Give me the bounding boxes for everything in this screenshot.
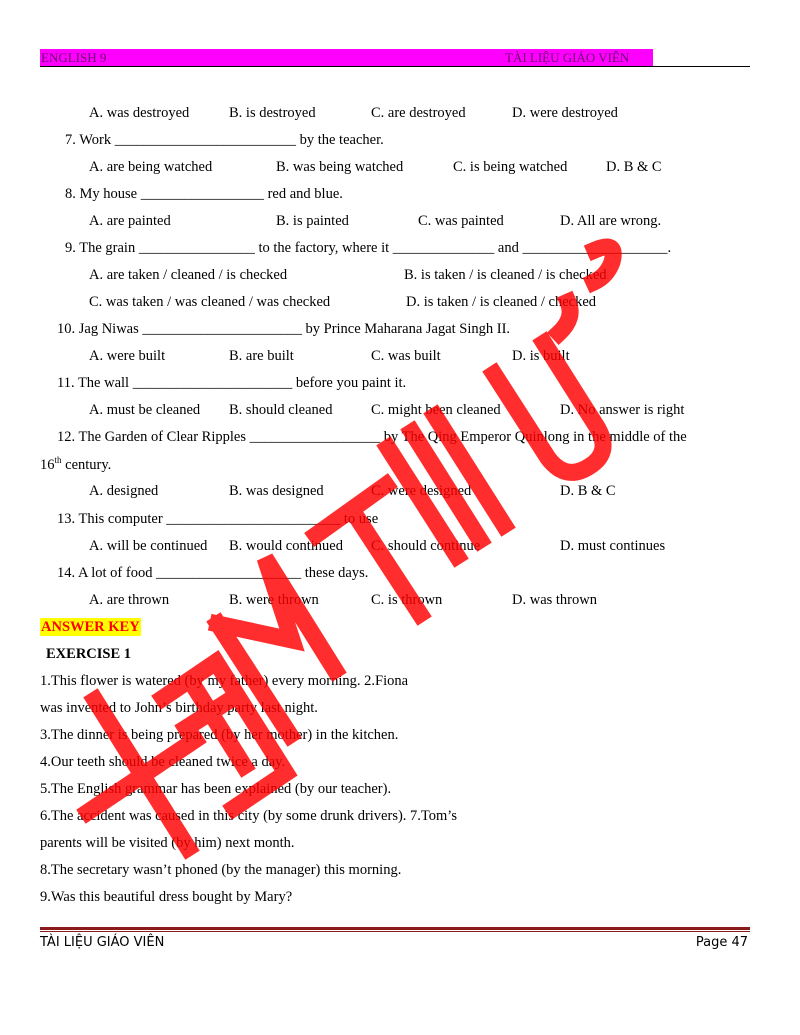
q13-option-a: A. will be continued bbox=[89, 538, 208, 554]
q11-option-d: D. No answer is right bbox=[560, 402, 685, 418]
q6-option-a: A. was destroyed bbox=[89, 105, 190, 121]
q11-option-b: B. should cleaned bbox=[229, 402, 333, 418]
q6-option-b: B. is destroyed bbox=[229, 105, 316, 121]
q12-option-a: A. designed bbox=[89, 483, 159, 499]
answer-line: 9.Was this beautiful dress bought by Mary? bbox=[40, 889, 293, 905]
q7-option-c: C. is being watched bbox=[453, 159, 568, 175]
q12-option-d: D. B & C bbox=[560, 483, 616, 499]
q8-option-c: C. was painted bbox=[418, 213, 504, 229]
answer-key-heading: ANSWER KEY bbox=[41, 619, 140, 635]
q9-option-c: C. was taken / was cleaned / was checked bbox=[89, 294, 331, 310]
answer-line: 1.This flower is watered (by my father) every morning. 2.Fiona bbox=[40, 673, 409, 689]
page-number: Page 47 bbox=[695, 935, 748, 950]
q13-text: 13. This computer ________________________ to use bbox=[57, 511, 379, 527]
q14-option-a: A. are thrown bbox=[89, 592, 170, 608]
q13-option-b: B. would continued bbox=[229, 538, 343, 554]
q8-text: 8. My house _________________ red and blue. bbox=[65, 186, 343, 202]
q7-text: 7. Work _________________________ by the teacher. bbox=[65, 132, 384, 148]
q14-text: 14. A lot of food ____________________ these days. bbox=[57, 565, 369, 581]
q13-option-c: C. should continue bbox=[371, 538, 481, 554]
answer-line: 5.The English grammar has been explained (by our teacher). bbox=[40, 781, 392, 797]
q9-text: 9. The grain ________________ to the factory, where it ______________ and ____________________. bbox=[65, 240, 672, 256]
q6-option-c: C. are destroyed bbox=[371, 105, 466, 121]
answer-line: 3.The dinner is being prepared (by her mother) in the kitchen. bbox=[40, 727, 399, 743]
q8-option-a: A. are painted bbox=[89, 213, 171, 229]
q11-option-a: A. must be cleaned bbox=[89, 402, 201, 418]
q12-text: 12. The Garden of Clear Ripples __________________ by The Qing Emperor Quinlong in the middle of the bbox=[57, 429, 687, 445]
footer-title: TÀI LIỆU GIÁO VIÊN bbox=[40, 935, 165, 950]
q10-option-b: B. are built bbox=[229, 348, 294, 364]
q6-option-d: D. were destroyed bbox=[512, 105, 618, 121]
q12-option-b: B. was designed bbox=[229, 483, 324, 499]
exercise-1-title: EXERCISE 1 bbox=[46, 646, 132, 662]
q13-option-d: D. must continues bbox=[560, 538, 666, 554]
q9-option-a: A. are taken / cleaned / is checked bbox=[89, 267, 288, 283]
q12-option-c: C. were designed bbox=[371, 483, 472, 499]
q14-option-d: D. was thrown bbox=[512, 592, 597, 608]
answer-line: 8.The secretary wasn’t phoned (by the manager) this morning. bbox=[40, 862, 402, 878]
q12-continuation: 16th century. bbox=[40, 455, 112, 473]
q10-option-c: C. was built bbox=[371, 348, 441, 364]
q11-text: 11. The wall ______________________ before you paint it. bbox=[57, 375, 407, 391]
q14-option-b: B. were thrown bbox=[229, 592, 319, 608]
answer-line: was invented to John’s birthday party last night. bbox=[40, 700, 318, 716]
q9-option-b: B. is taken / is cleaned / is checked bbox=[404, 267, 607, 283]
q7-option-b: B. was being watched bbox=[276, 159, 404, 175]
q8-option-d: D. All are wrong. bbox=[560, 213, 662, 229]
q9-option-d: D. is taken / is cleaned / checked bbox=[406, 294, 597, 310]
q8-option-b: B. is painted bbox=[276, 213, 349, 229]
q10-option-d: D. is built bbox=[512, 348, 570, 364]
header-rule bbox=[40, 66, 750, 67]
q10-option-a: A. were built bbox=[89, 348, 166, 364]
header-left-title: ENGLISH 9 bbox=[41, 50, 107, 65]
footer-rule-thin bbox=[40, 931, 750, 932]
answer-line: 4.Our teeth should be cleaned twice a day. bbox=[40, 754, 286, 770]
q7-option-a: A. are being watched bbox=[89, 159, 213, 175]
q14-option-c: C. is thrown bbox=[371, 592, 443, 608]
q7-option-d: D. B & C bbox=[606, 159, 662, 175]
answer-line: 6.The accident was caused in this city (by some drunk drivers). 7.Tom’s bbox=[40, 808, 457, 824]
header-right-title: TÀI LIỆU GIÁO VIÊN bbox=[505, 50, 630, 65]
answer-line: parents will be visited (by him) next month. bbox=[40, 835, 295, 851]
q10-text: 10. Jag Niwas ______________________ by Prince Maharana Jagat Singh II. bbox=[57, 321, 511, 337]
q11-option-c: C. might been cleaned bbox=[371, 402, 501, 418]
footer-rule bbox=[40, 927, 750, 930]
